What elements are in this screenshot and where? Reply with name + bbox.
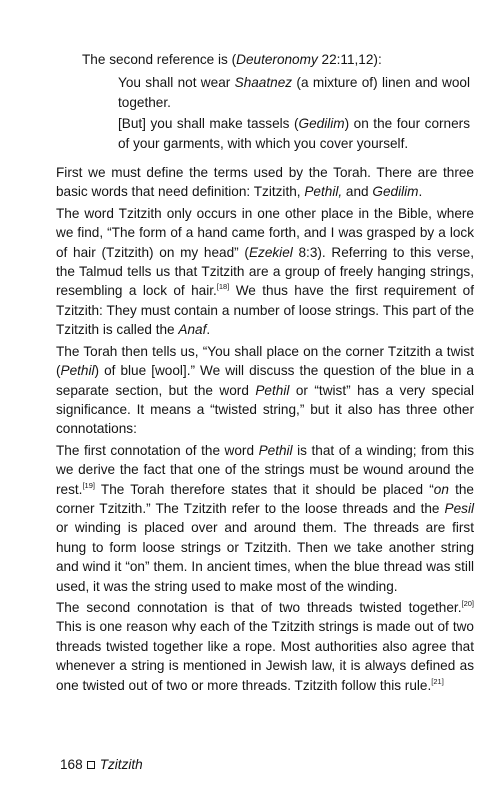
intro-citation: Deuteronomy <box>236 52 318 67</box>
footnote-ref: [21] <box>431 676 444 686</box>
term-shaatnez: Shaatnez <box>234 75 293 91</box>
block-quote-1: You shall not wear Shaatnez (a mixture of) linen and wool together. <box>118 75 470 110</box>
footnote-ref: [19] <box>82 480 95 490</box>
emphasis-on: on <box>433 481 449 497</box>
term-pethil: Pethil <box>60 363 95 379</box>
paragraph-4: The first connotation of the word Pethil is that of a winding; from this we derive the fact that one of the strings must be wound around the rest.[19] The Torah therefore states that it should be placed “on the corner Tzitzith.” The Tzitzith refer to the loose threads and the Pesil or winding is placed over and around them. The threads are first hung to form loose strings or Tzitzith. Then we take another string and wind it “on” them. In ancient times, when the blue thread was still used, it was the string used to make most of the winding. <box>56 442 474 594</box>
term-pethil: Pethil <box>255 382 290 398</box>
page-number: 168 <box>60 757 83 772</box>
term-pethil: Pethil <box>258 442 293 458</box>
intro-text: The second reference is ( <box>82 52 237 67</box>
footnote-ref: [18] <box>216 282 230 292</box>
footnote-ref: [20] <box>461 598 474 608</box>
paragraph-2: The word Tzitzith only occurs in one other place in the Bible, where we find, “The form of a hand came forth, and I was grasped by a lock of hair (Tzitzith) on my head” (Ezekiel 8:3). Referring to this verse, the Talmud tells us that Tzitzith are a group of freely hanging strings, resembling a lock of hair.[18] We thus have the first requirement of Tzitzith: They must contain a number of loose strings. This part of the Tzitzith is called the Anaf. <box>56 205 474 338</box>
square-bullet-icon <box>87 761 95 769</box>
running-title: Tzitzith <box>99 757 143 772</box>
paragraph-1: First we must define the terms used by the Torah. There are three basic words that need definition: Tzitzith, Pethil, and Gedilim. <box>56 165 474 200</box>
term-pesil: Pesil <box>444 500 474 516</box>
intro-text-end: 22:11,12): <box>317 52 382 67</box>
term-pethil: Pethil, <box>304 184 343 200</box>
term-anaf: Anaf <box>178 322 207 338</box>
citation-ezekiel: Ezekiel <box>248 244 293 260</box>
book-page <box>56 50 474 697</box>
term-gedilim: Gedilim <box>372 184 419 200</box>
term-gedilim: Gedilim <box>298 116 345 132</box>
paragraph-5: The second connotation is that of two threads twisted together.[20] This is one reason why each of the Tzitzith strings is made out of two threads twisted together like a rope. Most authorities also agree that whenever a string is mentioned in Jewish law, it is always defined as one twisted out of two or more threads. Tzitzith follow this rule.[21] <box>56 598 474 693</box>
block-quote-2: [But] you shall make tassels (Gedilim) on the four corners of your garments, with which you cover yourself. <box>118 116 470 151</box>
paragraph-3: The Torah then tells us, “You shall place on the corner Tzitzith a twist (Pethil) of blue [wool].” We will discuss the question of the blue in a separate section, but the word Pethil or “twist” has a very special significance. It means a “twisted string,” but it also has three other connotations: <box>56 343 474 437</box>
page-footer <box>60 756 143 774</box>
intro-line <box>82 50 474 69</box>
